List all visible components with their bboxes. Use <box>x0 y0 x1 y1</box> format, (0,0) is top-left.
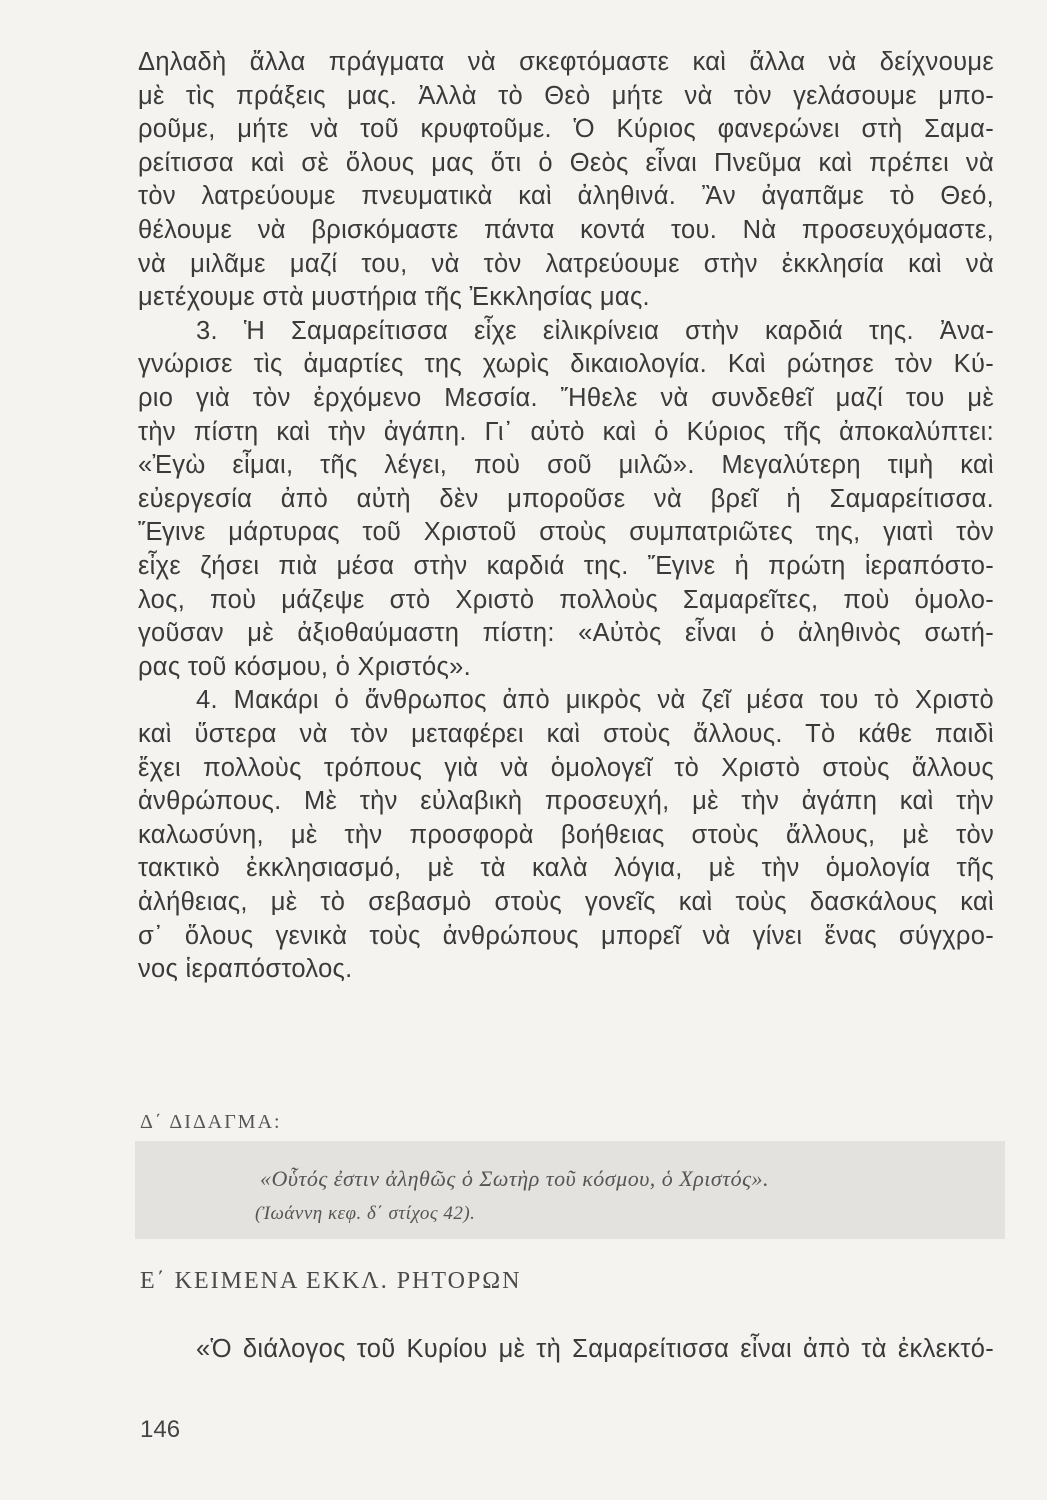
text-line: γνώρισε τὶς ἁμαρτίες της χωρὶς δικαιολογία. Καὶ ρώτησε τὸν Κύ- <box>138 350 994 379</box>
text-line: νὰ μιλᾶμε μαζί του, νὰ τὸν λατρεύουμε στὴν ἐκκλησία καὶ νὰ <box>138 249 994 278</box>
text-line: Ἔγινε μάρτυρας τοῦ Χριστοῦ στοὺς συμπατριῶτες της, γιατὶ τὸν <box>138 518 994 547</box>
text-line: ρας τοῦ κόσμου, ὁ Χριστός». <box>138 652 471 681</box>
text-line: ἀνθρώπους. Μὲ τὴν εὐλαβικὴ προσευχή, μὲ τὴν ἀγάπη καὶ τὴν <box>138 787 994 816</box>
text-line: νος ἱεραπόστολος. <box>138 955 353 984</box>
text-line: τὴν πίστη καὶ τὴν ἀγάπη. Γι᾿ αὐτὸ καὶ ὁ Κύριος τῆς ἀποκαλύπτει: <box>138 417 994 446</box>
text-line: ριο γιὰ τὸν ἐρχόμενο Μεσσία. Ἤθελε νὰ συνδεθεῖ μαζί του μὲ <box>138 384 994 412</box>
text-line: καὶ ὕστερα νὰ τὸν μεταφέρει καὶ στοὺς ἄλλους. Τὸ κάθε παιδὶ <box>138 720 994 748</box>
page-number: 146 <box>140 1416 181 1443</box>
text-line: τὸν λατρεύουμε πνευματικὰ καὶ ἀληθινά. Ἂν ἀγαπᾶμε τὸ Θεό, <box>138 182 994 211</box>
section-e-first-line: «Ὁ διάλογος τοῦ Κυρίου μὲ τὴ Σαμαρείτισσα εἶναι ἀπὸ τὰ ἐκλεκτό- <box>196 1335 994 1363</box>
quote-text: «Οὗτός ἐστιν ἀληθῶς ὁ Σωτὴρ τοῦ κόσμου, ὁ Χριστός». <box>260 1166 770 1191</box>
text-line: καλωσύνη, μὲ τὴν προσφορὰ βοήθειας στοὺς ἄλλους, μὲ τὸν <box>138 820 994 849</box>
text-line: θέλουμε νὰ βρισκόμαστε πάντα κοντά του. Νὰ προσευχόμαστε, <box>138 216 994 244</box>
text-line: Δηλαδὴ ἄλλα πράγματα νὰ σκεφτόμαστε καὶ ἄλλα νὰ δείχνουμε <box>138 48 994 76</box>
text-line: 3. Ἡ Σαμαρείτισσα εἶχε εἰλικρίνεια στὴν καρδιά της. Ἀνα- <box>196 316 994 345</box>
section-d-heading: Δ΄ ΔΙΔΑΓΜΑ: <box>140 1111 282 1133</box>
text-line: τακτικὸ ἐκκλησιασμό, μὲ τὰ καλὰ λόγια, μὲ τὴν ὁμολογία τῆς <box>138 854 994 883</box>
quote-reference: (Ἰωάννη κεφ. δ΄ στίχος 42). <box>255 1203 476 1224</box>
text-line: λος, ποὺ μάζεψε στὸ Χριστὸ πολλοὺς Σαμαρεῖτες, ποὺ ὁμολο- <box>138 585 994 614</box>
text-line: ροῦμε, μήτε νὰ τοῦ κρυφτοῦμε. Ὁ Κύριος φανερώνει στὴ Σαμα- <box>138 115 994 144</box>
text-line: ἀλήθειας, μὲ τὸ σεβασμὸ στοὺς γονεῖς καὶ τοὺς δασκάλους καὶ <box>138 888 994 916</box>
text-line: μὲ τὶς πράξεις μας. Ἀλλὰ τὸ Θεὸ μήτε νὰ τὸν γελάσουμε μπο- <box>138 81 994 110</box>
text-line: εἶχε ζήσει πιὰ μέσα στὴν καρδιά της. Ἔγινε ἡ πρώτη ἱεραπόστο- <box>138 552 994 580</box>
text-line: ρείτισσα καὶ σὲ ὅλους μας ὅτι ὁ Θεὸς εἶναι Πνεῦμα καὶ πρέπει νὰ <box>138 148 994 177</box>
text-line: εὐεργεσία ἀπὸ αὐτὴ δὲν μποροῦσε νὰ βρεῖ ἡ Σαμαρείτισσα. <box>138 484 994 513</box>
text-line: «Ἐγὼ εἶμαι, τῆς λέγει, ποὺ σοῦ μιλῶ». Μεγαλύτερη τιμὴ καὶ <box>138 451 994 480</box>
quote-box <box>135 1141 1005 1239</box>
text-line: ἔχει πολλοὺς τρόπους γιὰ νὰ ὁμολογεῖ τὸ Χριστὸ στοὺς ἄλλους <box>138 753 994 782</box>
text-line: 4. Μακάρι ὁ ἄνθρωπος ἀπὸ μικρὸς νὰ ζεῖ μέσα του τὸ Χριστὸ <box>196 686 994 715</box>
text-line: μετέχουμε στὰ μυστήρια τῆς Ἐκκλησίας μας. <box>138 283 650 312</box>
text-line: σ᾿ ὅλους γενικὰ τοὺς ἀνθρώπους μπορεῖ νὰ γίνει ἕνας σύγχρο- <box>138 921 994 950</box>
section-e-heading: Ε΄ ΚΕΙΜΕΝΑ ΕΚΚΛ. ΡΗΤΟΡΩΝ <box>140 1268 522 1294</box>
text-line: γοῦσαν μὲ ἀξιοθαύμαστη πίστη: «Αὐτὸς εἶναι ὁ ἀληθινὸς σωτή- <box>138 619 994 648</box>
